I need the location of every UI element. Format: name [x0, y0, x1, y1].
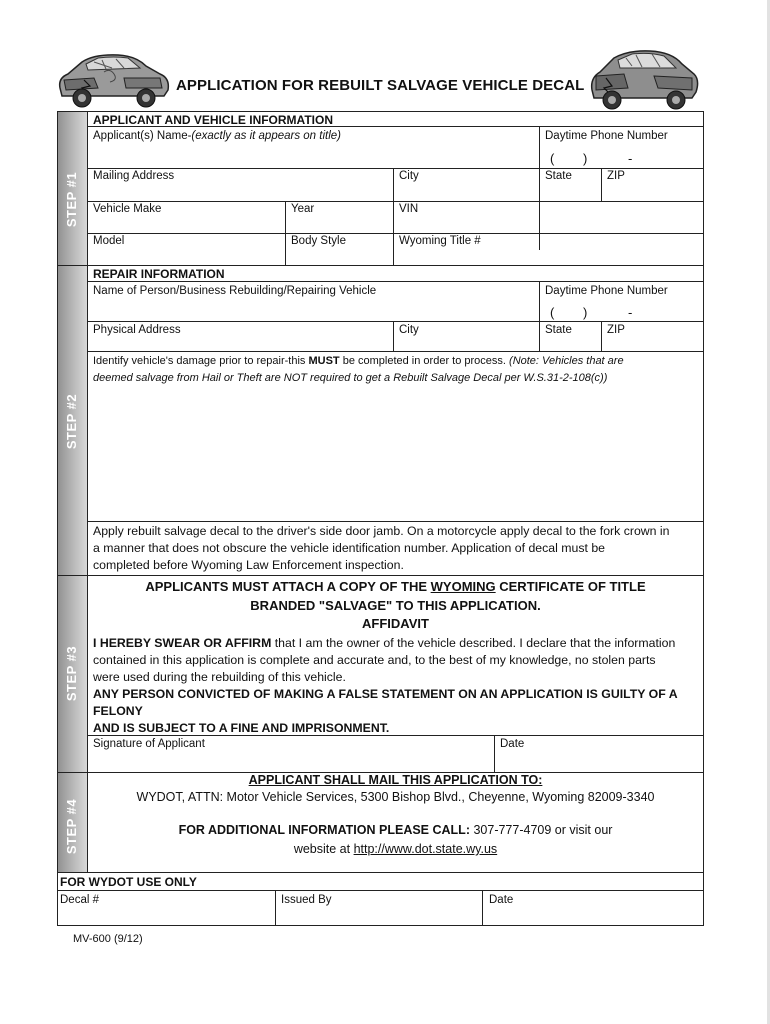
application-form — [57, 111, 704, 926]
decal-number-field[interactable]: Decal # — [60, 894, 99, 906]
step1-zip-field[interactable]: ZIP — [607, 170, 625, 182]
affidavit-text: I HEREBY SWEAR OR AFFIRM that I am the owner of the vehicle described. I declare that the information contained in this application is complete and accurate and, to the best of my knowledge, no stolen parts were used during the rebuilding of this vehicle. ANY PERSON CONVICTED OF MAKING A FALSE STATEMENT ON AN APPLICATION IS GUILTY OF A FELONY AND IS SUBJECT TO A FINE AND IMPRISONMENT. — [93, 636, 678, 735]
step-1-label: STEP #1 — [64, 171, 80, 227]
damage-instructions: Identify vehicle's damage prior to repair-this MUST be completed in order to process. (Note: Vehicles that are — [93, 355, 624, 367]
step-3-label: STEP #3 — [64, 645, 80, 701]
year-field[interactable]: Year — [291, 203, 315, 215]
damage-note: deemed salvage from Hail or Theft are NOT required to get a Rebuilt Salvage Decal per W.S.31-2-108(c)) — [93, 372, 608, 384]
step2-phone-label: Daytime Phone Number — [545, 285, 668, 297]
wyoming-title-field[interactable]: Wyoming Title # — [399, 235, 481, 247]
vin-field[interactable]: VIN — [399, 203, 419, 215]
wrecked-car-left-image — [54, 48, 172, 110]
step2-phone-open-paren: ( — [550, 305, 555, 320]
step2-state-field[interactable]: State — [545, 324, 572, 336]
step1-city-field[interactable]: City — [399, 170, 419, 182]
step1-phone-open-paren: ( — [550, 151, 555, 166]
website-line: website at http://www.dot.state.wy.us — [293, 842, 498, 856]
physical-address-field[interactable]: Physical Address — [93, 324, 181, 336]
step1-phone-label: Daytime Phone Number — [545, 130, 668, 142]
step1-phone-dash: - — [628, 151, 633, 166]
form-title: APPLICATION FOR REBUILT SALVAGE VEHICLE DECAL — [176, 77, 585, 94]
vehicle-make-field[interactable]: Vehicle Make — [93, 203, 162, 215]
step2-phone-close-paren: ) — [583, 305, 588, 320]
step1-phone-close-paren: ) — [583, 151, 588, 166]
mailing-address-field[interactable]: Mailing Address — [93, 170, 175, 182]
additional-info: FOR ADDITIONAL INFORMATION PLEASE CALL: 307-777-4709 or visit our — [178, 823, 613, 837]
step1-state-field[interactable]: State — [545, 170, 572, 182]
wrecked-car-right-image — [588, 46, 700, 112]
form-number: MV-600 (9/12) — [73, 933, 143, 945]
signature-field[interactable]: Signature of Applicant — [93, 738, 205, 750]
office-use-heading: FOR WYDOT USE ONLY — [60, 875, 197, 889]
mail-heading: APPLICANT SHALL MAIL THIS APPLICATION TO: — [248, 773, 543, 787]
step-4-label: STEP #4 — [64, 798, 80, 854]
issued-by-field[interactable]: Issued By — [281, 894, 332, 906]
step2-city-field[interactable]: City — [399, 324, 419, 336]
body-style-field[interactable]: Body Style — [291, 235, 346, 247]
step2-heading: REPAIR INFORMATION — [93, 267, 225, 281]
office-date-field[interactable]: Date — [489, 894, 514, 906]
attach-title-notice: APPLICANTS MUST ATTACH A COPY OF THE WYOMING CERTIFICATE OF TITLE BRANDED "SALVAGE" TO THIS APPLICATION. — [145, 579, 646, 613]
affidavit-heading: AFFIDAVIT — [362, 616, 429, 631]
signature-date-field[interactable]: Date — [500, 738, 525, 750]
model-field[interactable]: Model — [93, 235, 125, 247]
step-2-label: STEP #2 — [64, 393, 80, 449]
step2-phone-dash: - — [628, 305, 633, 320]
step1-heading: APPLICANT AND VEHICLE INFORMATION — [93, 113, 333, 127]
applicant-name-field[interactable]: Applicant(s) Name-(exactly as it appears on title) — [93, 130, 341, 142]
title-row — [0, 40, 770, 110]
website-link[interactable]: http://www.dot.state.wy.us — [353, 842, 498, 856]
mail-address: WYDOT, ATTN: Motor Vehicle Services, 5300 Bishop Blvd., Cheyenne, Wyoming 82009-3340 — [136, 790, 655, 804]
decal-application-instructions: Apply rebuilt salvage decal to the driver's side door jamb. On a motorcycle apply decal to the fork crown in a manner that does not obscure the vehicle identification number. Application of decal must be completed before Wyoming Law Enforcement inspection. — [93, 524, 670, 572]
damage-description-area[interactable] — [88, 389, 703, 521]
repairer-name-field[interactable]: Name of Person/Business Rebuilding/Repairing Vehicle — [93, 285, 377, 297]
step2-zip-field[interactable]: ZIP — [607, 324, 625, 336]
